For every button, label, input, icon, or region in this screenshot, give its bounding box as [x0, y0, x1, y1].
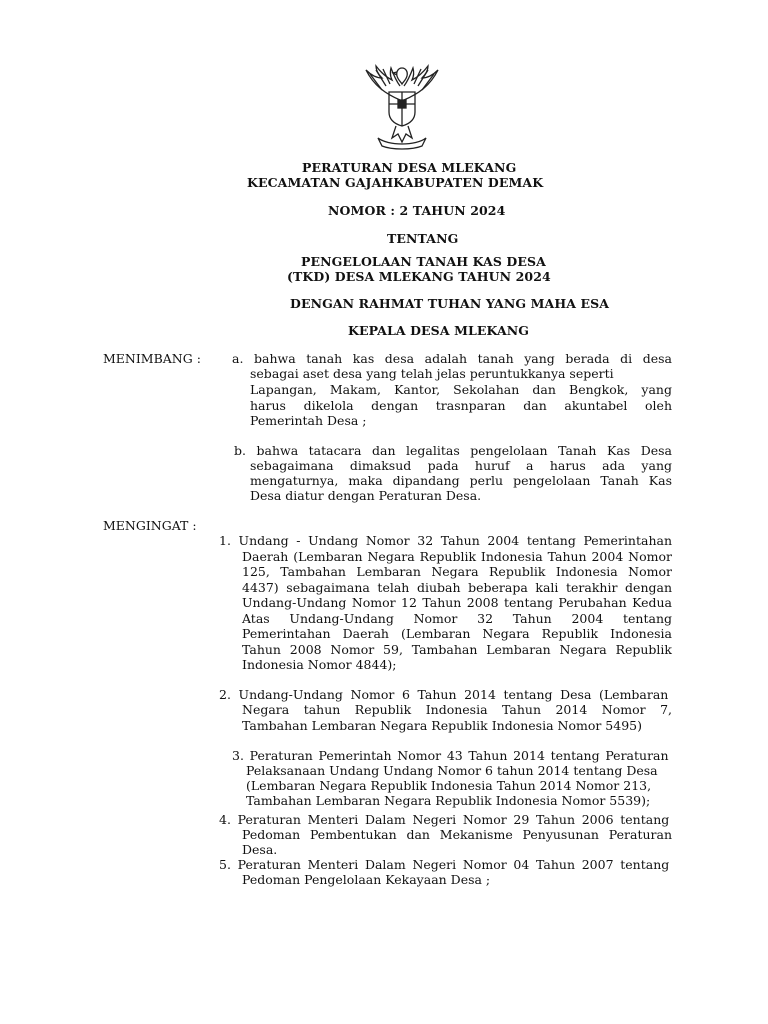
mengingat-item-1-line: Pemerintahan Daerah (Lembaran Negara Republik Indonesia: [242, 626, 672, 641]
regulation-title: PERATURAN DESA MLEKANG: [302, 160, 517, 175]
mengingat-item-1-line: Indonesia Nomor 4844);: [242, 657, 397, 672]
menimbang-a-line: harus dikelola dengan trasnparan dan akuntabel oleh: [250, 398, 672, 413]
menimbang-b-line: sebagaimana dimaksud pada huruf a harus ada yang: [250, 458, 672, 473]
mengingat-item-1-line: Atas Undang-Undang Nomor 32 Tahun 2004 tentang: [242, 611, 672, 626]
mengingat-item-3-line: (Lembaran Negara Republik Indonesia Tahun 2014 Nomor 213,: [246, 778, 652, 793]
subject-line-2: (TKD) DESA MLEKANG TAHUN 2024: [287, 269, 551, 284]
menimbang-a-line: a. bahwa tanah kas desa adalah tanah yang berada di desa: [232, 351, 672, 366]
menimbang-a-line: Lapangan, Makam, Kantor, Sekolahan dan Bengkok, yang: [250, 382, 672, 397]
mengingat-item-1-line: 125, Tambahan Lembaran Negara Republik Indonesia Nomor: [242, 564, 672, 579]
official-heading: KEPALA DESA MLEKANG: [348, 323, 530, 338]
menimbang-b-line: Desa diatur dengan Peraturan Desa.: [250, 488, 482, 503]
tentang-heading: TENTANG: [387, 231, 459, 246]
mengingat-item-5-line: Pedoman Pengelolaan Kekayaan Desa ;: [242, 872, 491, 887]
mengingat-item-4-line: Pedoman Pembentukan dan Mekanisme Penyusunan Peraturan: [242, 827, 672, 842]
mengingat-item-2-line: 2. Undang-Undang Nomor 6 Tahun 2014 tentang Desa (Lembaran: [219, 687, 669, 702]
mengingat-item-3-line: Pelaksanaan Undang Undang Nomor 6 tahun 2014 tentang Desa: [246, 763, 658, 778]
mengingat-item-4-line: Desa.: [242, 842, 278, 857]
mengingat-item-1-line: 4437) sebagaimana telah diubah beberapa kali terakhir dengan: [242, 580, 672, 595]
mengingat-item-1-line: Tahun 2008 Nomor 59, Tambahan Lembaran Negara Republik: [242, 642, 672, 657]
mengingat-item-5-line: 5. Peraturan Menteri Dalam Negeri Nomor 04 Tahun 2007 tentang: [219, 857, 670, 872]
menimbang-label: MENIMBANG :: [103, 351, 201, 366]
menimbang-a-line: sebagai aset desa yang telah jelas peruntukkanya seperti: [250, 366, 614, 381]
regulation-location: KECAMATAN GAJAHKABUPATEN DEMAK: [247, 175, 544, 190]
mengingat-item-2-line: Negara tahun Republik Indonesia Tahun 2014 Nomor 7,: [242, 702, 672, 717]
preamble-heading: DENGAN RAHMAT TUHAN YANG MAHA ESA: [290, 296, 610, 311]
menimbang-a-line: Pemerintah Desa ;: [250, 413, 367, 428]
mengingat-item-3-line: Tambahan Lembaran Negara Republik Indonesia Nomor 5539);: [246, 793, 651, 808]
mengingat-item-4-line: 4. Peraturan Menteri Dalam Negeri Nomor 29 Tahun 2006 tentang: [219, 812, 670, 827]
subject-line-1: PENGELOLAAN TANAH KAS DESA: [301, 254, 546, 269]
menimbang-b-line: mengaturnya, maka dipandang perlu pengelolaan Tanah Kas: [250, 473, 672, 488]
mengingat-item-1-line: Daerah (Lembaran Negara Republik Indonesia Tahun 2004 Nomor: [242, 549, 672, 564]
mengingat-item-1-line: Undang-Undang Nomor 12 Tahun 2008 tentang Perubahan Kedua: [242, 595, 672, 610]
garuda-emblem-icon: [356, 60, 448, 152]
mengingat-item-1-line: 1. Undang - Undang Nomor 32 Tahun 2004 tentang Pemerintahan: [219, 533, 672, 548]
mengingat-item-2-line: Tambahan Lembaran Negara Republik Indonesia Nomor 5495): [242, 718, 642, 733]
mengingat-item-3-line: 3. Peraturan Pemerintah Nomor 43 Tahun 2014 tentang Peraturan: [232, 748, 669, 763]
mengingat-label: MENGINGAT :: [103, 518, 197, 533]
regulation-number: NOMOR : 2 TAHUN 2024: [328, 203, 506, 218]
menimbang-b-line: b. bahwa tatacara dan legalitas pengelolaan Tanah Kas Desa: [234, 443, 672, 458]
